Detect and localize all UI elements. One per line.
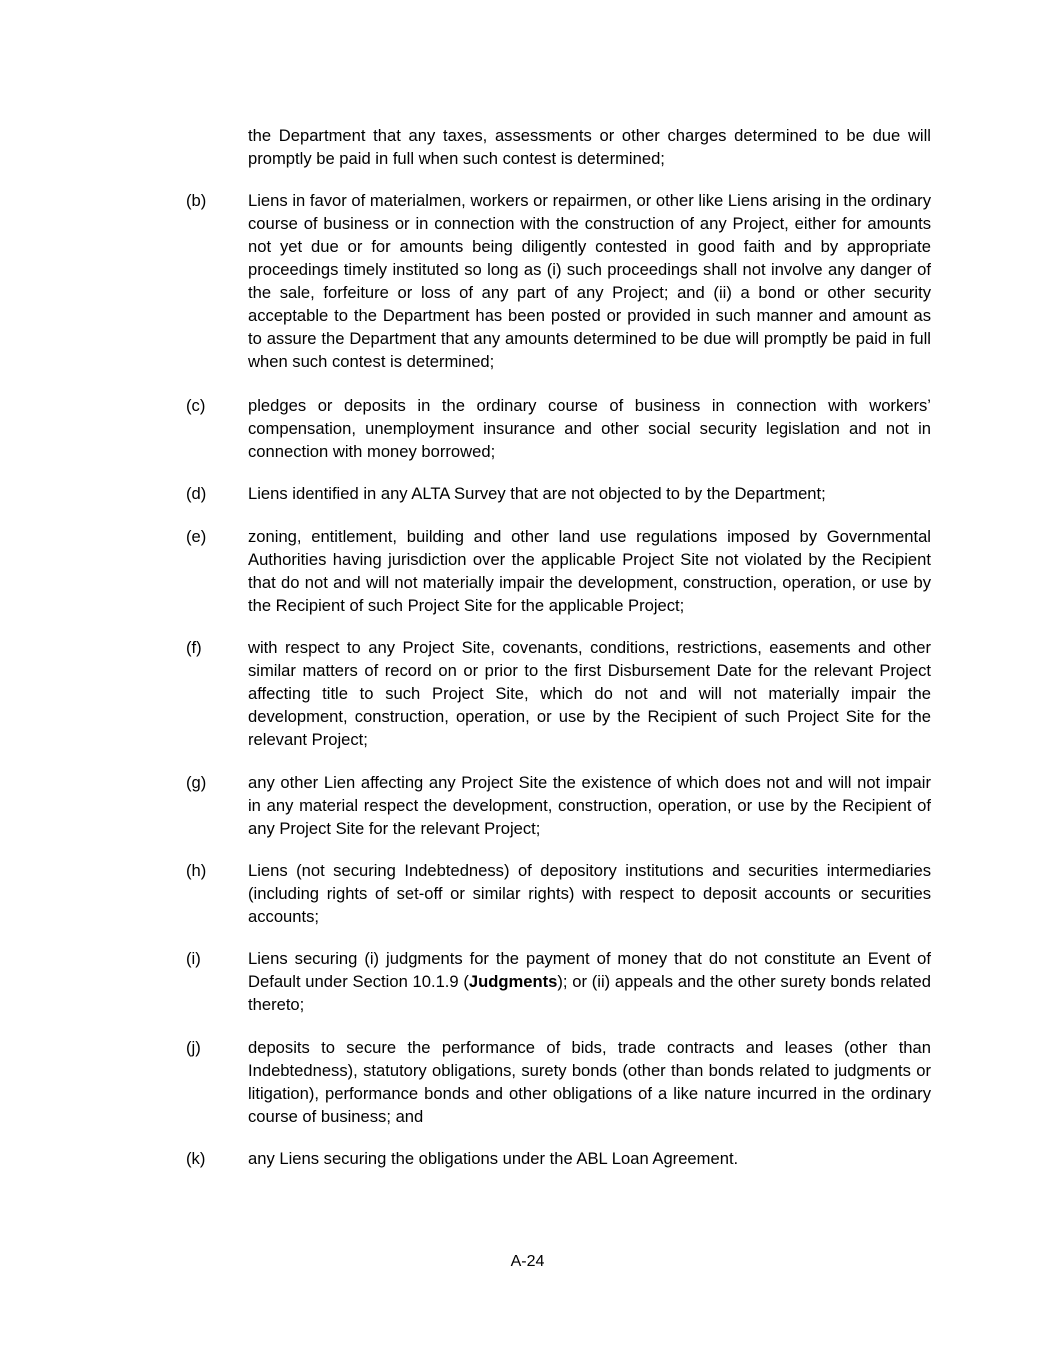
page-number: A-24 <box>510 1253 545 1270</box>
item-label-j: (j) <box>186 1038 201 1057</box>
item-label-c: (c) <box>186 396 206 415</box>
item-label-f: (f) <box>186 638 202 657</box>
item-text-f: with respect to any Project Site, covenants, conditions, restrictions, easements and other similar matters of record on or prior to the first Disbursement Date for the relevant Project affecting title to such Project Site, which do not and will not materially impair the development, construction, operation, or use by the Recipient of such Project Site for the relevant Project; <box>248 638 931 749</box>
item-label-h: (h) <box>186 861 207 880</box>
item-label-g: (g) <box>186 773 207 792</box>
item-label-d: (d) <box>186 484 207 503</box>
item-text-i-before: Liens securing (i) judgments for the payment of money that do not constitute an Event of Default under Section 10.1.9 ( <box>248 949 931 991</box>
item-text-k: any Liens securing the obligations under the ABL Loan Agreement. <box>248 1149 739 1168</box>
item-text-h: Liens (not securing Indebtedness) of depository institutions and securities intermediaries (including rights of set-off or similar rights) with respect to deposit accounts or securities accounts; <box>248 861 931 926</box>
item-text-c: pledges or deposits in the ordinary course of business in connection with workers’ compensation, unemployment insurance and other social security legislation and not in connection with money borrowed; <box>248 396 931 461</box>
item-label-k: (k) <box>186 1149 206 1168</box>
item-label-b: (b) <box>186 191 207 210</box>
item-text-e: zoning, entitlement, building and other land use regulations imposed by Governmental Authorities having jurisdiction over the applicable Project Site not violated by the Recipient that do not and will not materially impair the development, construction, operation, or use by the Recipient of such Project Site for the applicable Project; <box>248 527 931 615</box>
item-label-i: (i) <box>186 949 201 968</box>
item-text-g: any other Lien affecting any Project Site the existence of which does not and will not impair in any material respect the development, construction, operation, or use by the Recipient of any Project Site for the relevant Project; <box>248 773 931 838</box>
intro-paragraph: the Department that any taxes, assessments or other charges determined to be due will promptly be paid in full when such contest is determined; <box>248 126 931 168</box>
item-text-d: Liens identified in any ALTA Survey that are not objected to by the Department; <box>248 484 826 503</box>
item-label-e: (e) <box>186 527 207 546</box>
item-text-i-bold: Judgments <box>468 972 558 991</box>
item-text-j: deposits to secure the performance of bids, trade contracts and leases (other than Indebtedness), statutory obligations, surety bonds (other than bonds related to judgments or litigation), performance bonds and other obligations of a like nature incurred in the ordinary course of business; and <box>248 1038 931 1126</box>
item-text-i-after: ); or (ii) appeals and the other surety bonds related thereto; <box>248 972 931 1014</box>
item-text-i <box>248 947 931 1016</box>
item-text-b: Liens in favor of materialmen, workers or repairmen, or other like Liens arising in the ordinary course of business or in connection with the construction of any Project, either for amounts not yet due or for amounts being diligently contested in good faith and by appropriate proceedings timely instituted so long as (i) such proceedings shall not involve any danger of the sale, forfeiture or loss of any part of any Project; and (ii) a bond or other security acceptable to the Department has been posted or provided in such manner and amount as to assure the Department that any amounts determined to be due will promptly be paid in full when such contest is determined; <box>248 191 931 371</box>
